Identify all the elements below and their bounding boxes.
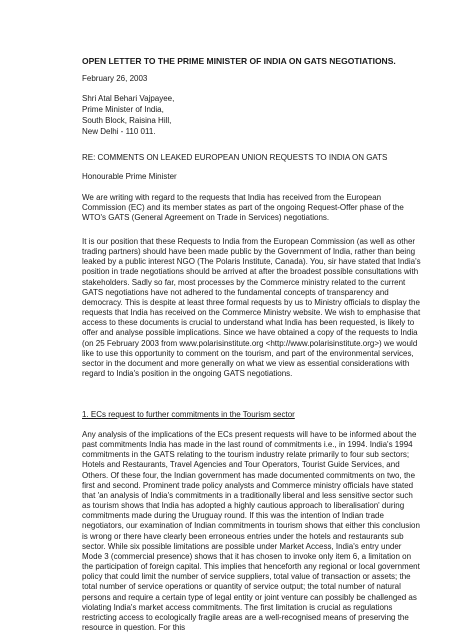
body-paragraph: We are writing with regard to the requests that India has received from the European Commission (EC) and its member states as part of the ongoing Request-Offer phase of the WTO's GATS (General Agreement on Trade in Services) negotiations. <box>82 193 404 223</box>
section-heading: 1. ECs request to further commitments in the Tourism sector <box>82 410 295 419</box>
letter-title: OPEN LETTER TO THE PRIME MINISTER OF INDIA ON GATS NEGOTIATIONS. <box>82 56 396 66</box>
address-line: Prime Minister of India, <box>82 105 164 114</box>
body-paragraph: It is our position that these Requests to India from the European Commission (as well as other trading partners) should have been made public by the Government of India, rather than being leaked by a public interest NGO (The Polaris Institute, Canada). You, sir have stated that India's position in trade negotiations should be arrived at after the broadest possible consultations with stakeholders. Sadly so far, most processes by the Commerce ministry related to the current GATS negotiations have not adhered to the fundamental concepts of transparency and democracy. This is despite at least three formal requests by us to Ministry officials to display the requests that India has received on the Commerce Ministry website. We wish to emphasise that access to these documents is crucial to understand what India has been requested, is likely to offer and analyse possible implications. Since we have obtained a copy of the requests to India (on 25 February 2003 from www.polarisinstitute.org <http://www.polarisinstitute.org>) we would like to use this opportunity to comment on the tourism, and part of the environmental services, sector in the document and more generally on what we view as essential considerations with regard to India's position in the ongoing GATS negotiations. <box>82 237 421 379</box>
subject-line: RE: COMMENTS ON LEAKED EUROPEAN UNION REQUESTS TO INDIA ON GATS <box>82 153 388 162</box>
address-line: South Block, Raisina Hill, <box>82 116 172 125</box>
address-line: Shri Atal Behari Vajpayee, <box>82 94 175 103</box>
recipient-address <box>82 93 422 137</box>
letter-date: February 26, 2003 <box>82 74 148 83</box>
salutation: Honourable Prime Minister <box>82 172 177 181</box>
address-line: New Delhi - 110 011. <box>82 127 156 136</box>
section-paragraph: Any analysis of the implications of the ECs present requests will have to be informed about the past commitments India has made in the last round of commitments i.e., in 1994. India's 1994 commitments in the GATS relating to the tourism industry relate primarily to four sub sectors; Hotels and Restaurants, Travel Agencies and Tour Operators, Tourist Guide Services, and Others. Of these four, the Indian government has made documented commitments on two, the first and second. Prominent trade policy analysts and Commerce ministry officials have stated that 'an analysis of India's commitments in a traditionally liberal and less sensitive sector such as tourism shows that India has adopted a highly cautious approach to liberalisation' during commitments made during the Uruguay round. If this was the intention of Indian trade negotiators, our examination of Indian commitments in tourism shows that either this conclusion is wrong or there have clearly been erroneous entries under the hotels and restaurants sub sector. While six possible limitations are possible under Market Access, India's entry under Mode 3 (commercial presence) shows that it has chosen to invoke only item 6, a limitation on the participation of foreign capital. This implies that henceforth any regional or local government policy that could limit the number of service suppliers, total value of transaction or assets; the total number of service operations or quantity of service output; the total number of natural persons and require a certain type of legal entity or joint venture can possibly be challenged as violating India's market access commitments. The first limitation is crucial as regulations restricting access to ecologically fragile areas are a well-recognised means of preserving the resource in question. For this <box>82 430 420 632</box>
